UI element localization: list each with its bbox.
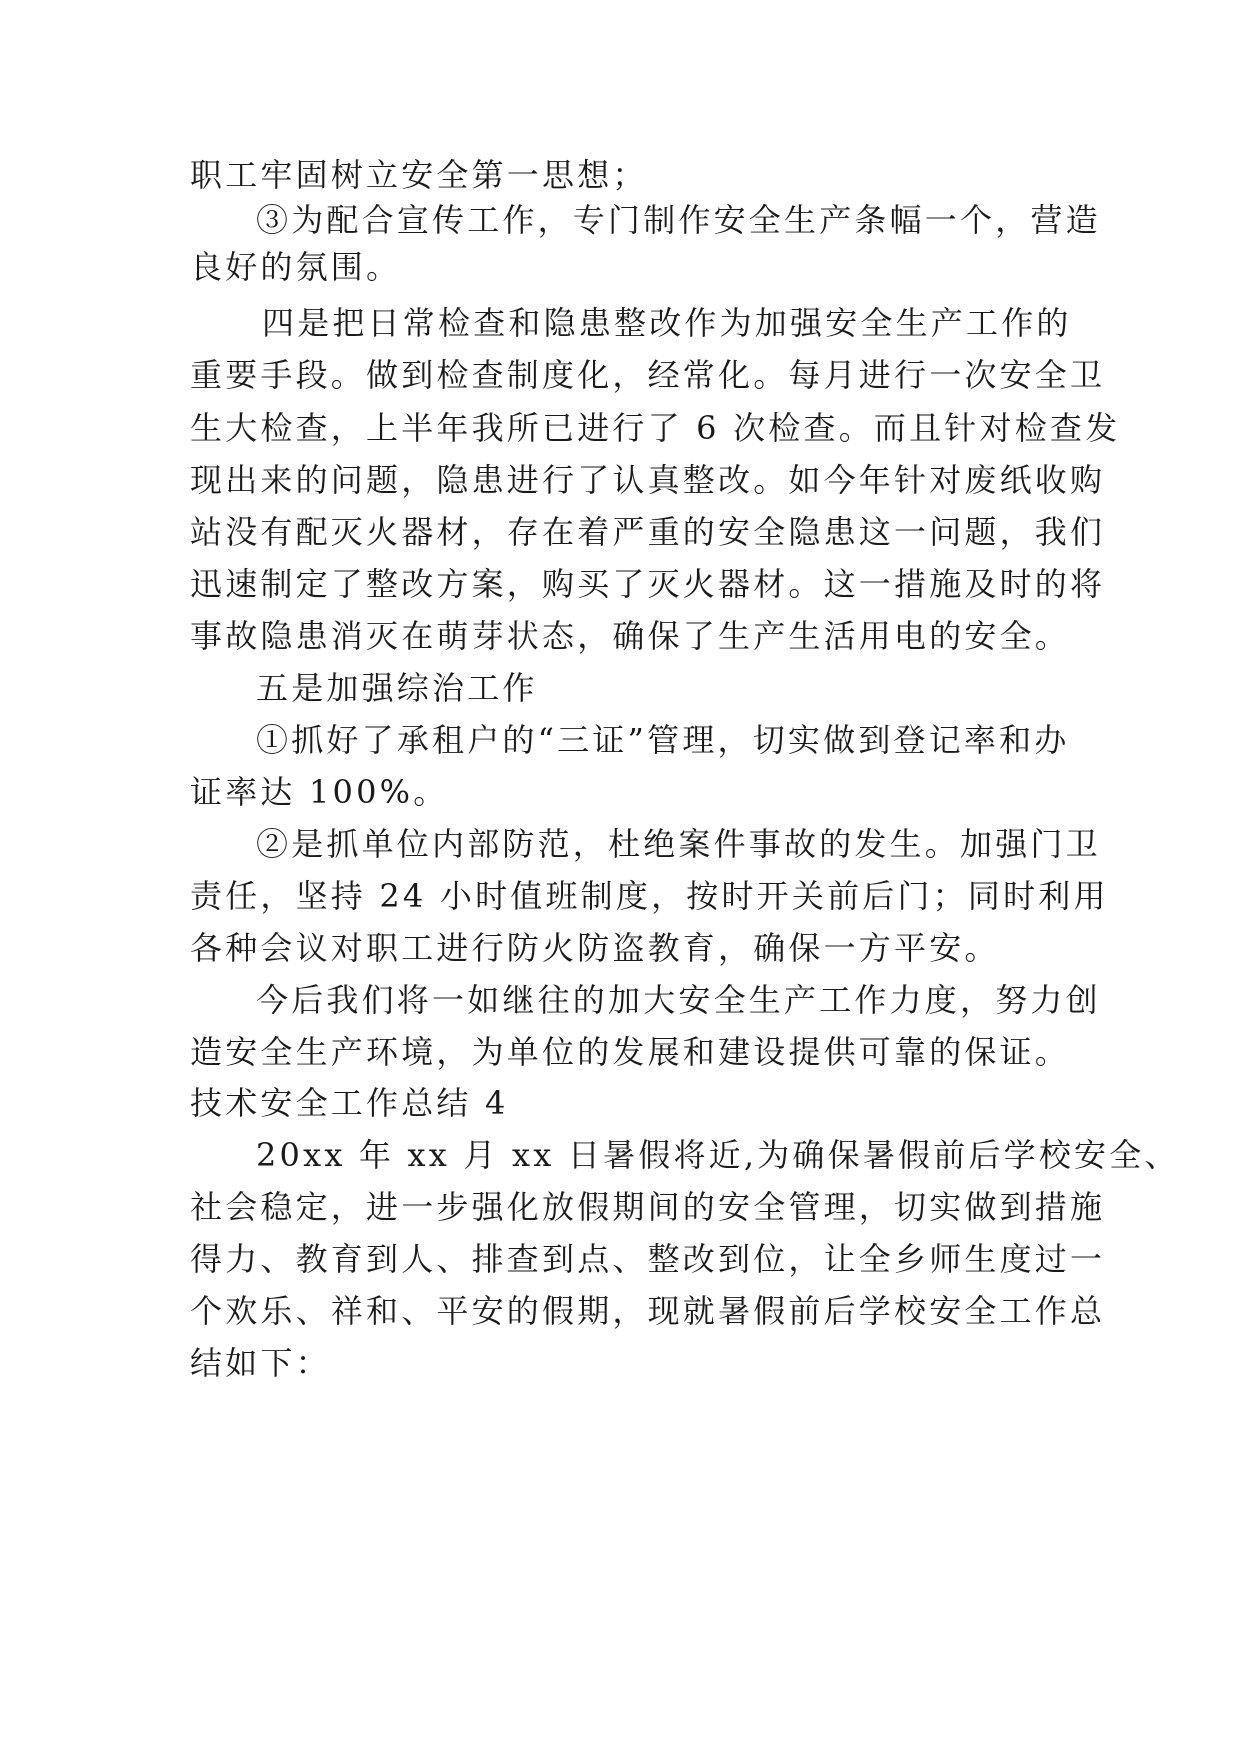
text-line: 证率达 100%。	[190, 773, 449, 811]
text-line: 责任，坚持 24 小时值班制度，按时开关前后门；同时利用	[190, 877, 1109, 915]
text-line: 结如下：	[190, 1344, 331, 1382]
text-line: 各种会议对职工进行防火防盗教育，确保一方平安。	[190, 929, 1000, 967]
text-line: 四是把日常检查和隐患整改作为加强安全生产工作的	[262, 304, 1072, 342]
text-line: 社会稳定，进一步强化放假期间的安全管理，切实做到措施	[190, 1188, 1106, 1226]
text-line: 现出来的问题，隐患进行了认真整改。如今年针对废纸收购	[190, 461, 1106, 499]
text-line: 重要手段。做到检查制度化，经常化。每月进行一次安全卫	[190, 356, 1106, 394]
text-line: 事故隐患消灭在萌芽状态，确保了生产生活用电的安全。	[190, 617, 1071, 655]
text-line: 造安全生产环境，为单位的发展和建设提供可靠的保证。	[190, 1033, 1071, 1071]
text-line: ③为配合宣传工作，专门制作安全生产条幅一个，营造	[256, 201, 1101, 239]
text-line: 迅速制定了整改方案，购买了灭火器材。这一措施及时的将	[190, 565, 1106, 603]
text-line: 站没有配灭火器材，存在着严重的安全隐患这一问题，我们	[190, 513, 1106, 551]
text-line: 职工牢固树立安全第一思想；	[190, 156, 648, 194]
text-line: ②是抓单位内部防范，杜绝案件事故的发生。加强门卫	[256, 825, 1101, 863]
text-line: 今后我们将一如继往的加大安全生产工作力度，努力创	[256, 981, 1101, 1019]
text-line: 良好的氛围。	[190, 248, 402, 286]
text-line: 20xx 年 xx 月 xx 日暑假将近,为确保暑假前后学校安全、	[256, 1136, 1180, 1174]
section-heading: 五是加强综治工作	[256, 669, 538, 707]
text-line: 生大检查，上半年我所已进行了 6 次检查。而且针对检查发	[190, 409, 1121, 447]
text-line: ①抓好了承租户的“三证”管理，切实做到登记率和办	[256, 721, 1070, 759]
section-title: 技术安全工作总结 4	[190, 1084, 509, 1122]
text-line: 得力、教育到人、排查到点、整改到位，让全乡师生度过一	[190, 1240, 1106, 1278]
text-line: 个欢乐、祥和、平安的假期，现就暑假前后学校安全工作总	[190, 1292, 1106, 1330]
